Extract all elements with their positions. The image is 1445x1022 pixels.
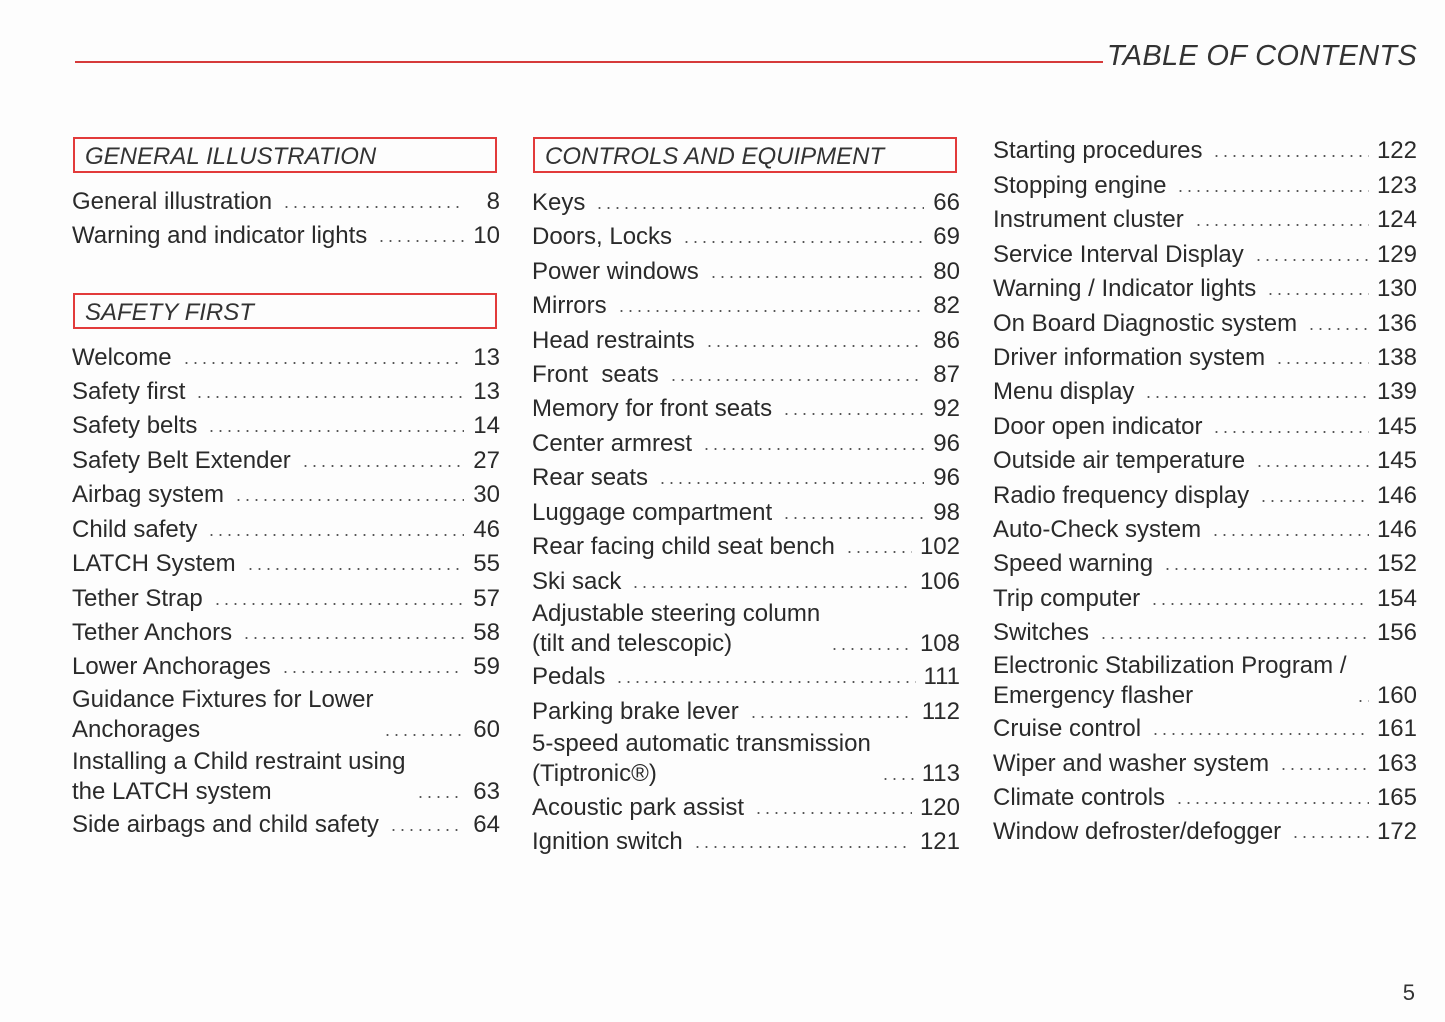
toc-entry[interactable] — [72, 545, 500, 579]
dot-leader — [1259, 500, 1369, 502]
entry-title-line: (tilt and telescopic) — [532, 630, 733, 657]
dot-leader — [595, 207, 924, 209]
toc-entry[interactable] — [993, 545, 1417, 579]
entry-title: Parking brake lever — [532, 698, 739, 725]
dot-leader — [754, 812, 912, 814]
dot-leader — [830, 648, 912, 650]
toc-entry[interactable] — [532, 528, 960, 562]
toc-entry[interactable] — [993, 373, 1417, 407]
entry-title — [532, 599, 820, 659]
entry-page: 27 — [473, 447, 500, 474]
entry-title: Safety first — [72, 378, 186, 405]
entry-title — [993, 651, 1346, 711]
entry-page: 69 — [933, 223, 960, 250]
dot-leader — [682, 241, 924, 243]
toc-entry[interactable] — [993, 132, 1417, 166]
entry-title: Instrument cluster — [993, 206, 1184, 233]
toc-entry[interactable] — [993, 813, 1417, 847]
toc-entry[interactable] — [993, 339, 1417, 373]
entry-title: Memory for front seats — [532, 395, 773, 422]
entry-title: LATCH System — [72, 550, 236, 577]
dot-leader — [617, 310, 924, 312]
entry-page: 145 — [1376, 413, 1417, 440]
entry-page: 122 — [1376, 137, 1417, 164]
entry-title: Stopping engine — [993, 172, 1167, 199]
section-heading-label: CONTROLS AND EQUIPMENT — [545, 143, 885, 170]
toc-entry[interactable] — [532, 253, 960, 287]
entry-title: Center armrest — [532, 430, 693, 457]
entry-title: Ski sack — [532, 568, 622, 595]
entry-page: 64 — [473, 811, 500, 838]
dot-leader — [1291, 836, 1369, 838]
dot-leader — [845, 551, 912, 553]
entry-page: 146 — [1376, 516, 1417, 543]
entry-page: 13 — [473, 344, 500, 371]
toc-entry[interactable] — [72, 745, 500, 807]
entry-page: 106 — [919, 568, 960, 595]
dot-leader — [705, 345, 924, 347]
toc-entry[interactable] — [993, 580, 1417, 614]
toc-entry[interactable] — [993, 305, 1417, 339]
entry-title: Head restraints — [532, 327, 695, 354]
dot-leader — [1255, 465, 1369, 467]
page-header — [75, 40, 1417, 80]
entry-page: 156 — [1376, 619, 1417, 646]
entry-title: Rear seats — [532, 464, 649, 491]
toc-entry[interactable] — [72, 217, 500, 251]
entry-title-line: Adjustable steering column — [532, 600, 821, 627]
toc-entry[interactable] — [993, 201, 1417, 235]
dot-leader — [242, 637, 464, 639]
entry-title: Warning / Indicator lights — [993, 275, 1257, 302]
entry-title: Safety Belt Extender — [72, 447, 291, 474]
entry-title: Doors, Locks — [532, 223, 673, 250]
toc-entry[interactable] — [72, 806, 500, 840]
entry-title: Power windows — [532, 258, 699, 285]
entry-title: Tether Strap — [72, 585, 203, 612]
entry-title: Speed warning — [993, 550, 1154, 577]
toc-entry[interactable] — [72, 614, 500, 648]
toc-entry[interactable] — [993, 477, 1417, 511]
dot-leader — [1151, 733, 1369, 735]
toc-entry[interactable] — [532, 390, 960, 424]
dot-leader — [377, 240, 464, 242]
entry-title: On Board Diagnostic system — [993, 310, 1298, 337]
header-rule — [75, 61, 1103, 63]
entry-title-line: Installing a Child restraint using — [72, 748, 406, 775]
entry-page: 58 — [473, 619, 500, 646]
entry-page: 10 — [473, 222, 500, 249]
entry-page: 136 — [1376, 310, 1417, 337]
toc-entry[interactable] — [993, 270, 1417, 304]
dot-leader — [416, 796, 464, 798]
entry-page: 59 — [473, 653, 500, 680]
dot-leader — [389, 829, 464, 831]
entry-page: 123 — [1376, 172, 1417, 199]
toc-entry[interactable] — [72, 373, 500, 407]
entry-title: Side airbags and child safety — [72, 811, 379, 838]
entry-title: Door open indicator — [993, 413, 1203, 440]
entry-page: 102 — [919, 533, 960, 560]
toc-entry[interactable] — [532, 693, 960, 727]
toc-entry[interactable] — [993, 236, 1417, 270]
dot-leader — [207, 534, 464, 536]
dot-leader — [615, 681, 915, 683]
dot-leader — [1212, 155, 1369, 157]
entry-title: Service Interval Display — [993, 241, 1244, 268]
toc-entry[interactable] — [993, 710, 1417, 744]
toc-entry[interactable] — [993, 442, 1417, 476]
toc-entry[interactable] — [532, 322, 960, 356]
toc-entry[interactable] — [72, 442, 500, 476]
entry-page: 80 — [933, 258, 960, 285]
entry-title: Safety belts — [72, 412, 198, 439]
entry-page: 145 — [1376, 447, 1417, 474]
toc-entry[interactable] — [532, 184, 960, 218]
entry-title-line: Electronic Stabilization Program / — [993, 652, 1347, 679]
page-title: TABLE OF CONTENTS — [1106, 40, 1417, 72]
dot-leader — [1176, 190, 1368, 192]
entry-page: 82 — [933, 292, 960, 319]
entry-page: 138 — [1376, 344, 1417, 371]
toc-entry[interactable] — [993, 511, 1417, 545]
entry-title: Front seats — [532, 361, 659, 388]
entry-title: Radio frequency display — [993, 482, 1250, 509]
entry-title-line: Emergency flasher — [993, 682, 1194, 709]
dot-leader — [1163, 568, 1369, 570]
entry-page: 154 — [1376, 585, 1417, 612]
entry-title: Welcome — [72, 344, 172, 371]
toc-entry[interactable] — [532, 218, 960, 252]
entry-title-line: the LATCH system — [72, 778, 272, 805]
toc-entry[interactable] — [532, 459, 960, 493]
entry-title: Child safety — [72, 516, 198, 543]
dot-leader — [1212, 431, 1368, 433]
dot-leader — [1279, 768, 1369, 770]
entry-page: 124 — [1376, 206, 1417, 233]
entry-title: Lower Anchorages — [72, 653, 271, 680]
entry-page: 172 — [1376, 818, 1417, 845]
entry-page: 161 — [1376, 715, 1417, 742]
entry-title: Starting procedures — [993, 137, 1203, 164]
entry-title: Warning and indicator lights — [72, 222, 368, 249]
dot-leader — [207, 430, 464, 432]
toc-entry[interactable] — [72, 476, 500, 510]
entry-page: 98 — [933, 499, 960, 526]
entry-page: 121 — [919, 828, 960, 855]
dot-leader — [1307, 328, 1369, 330]
entry-page: 8 — [486, 188, 500, 215]
entry-page: 13 — [473, 378, 500, 405]
toc-entry[interactable] — [532, 494, 960, 528]
toc-entry[interactable] — [532, 287, 960, 321]
entry-page: 96 — [933, 430, 960, 457]
entry-page: 55 — [473, 550, 500, 577]
entry-page: 60 — [473, 716, 500, 743]
toc-entry[interactable] — [72, 648, 500, 682]
dot-leader — [749, 716, 914, 718]
dot-leader — [669, 379, 924, 381]
entry-title — [532, 729, 871, 789]
toc-entry[interactable] — [72, 511, 500, 545]
toc-entry[interactable] — [72, 580, 500, 614]
dot-leader — [631, 586, 912, 588]
entry-page: 152 — [1376, 550, 1417, 577]
entry-page: 66 — [933, 189, 960, 216]
entry-page: 63 — [473, 778, 500, 805]
entry-page: 30 — [473, 481, 500, 508]
entry-title: Switches — [993, 619, 1090, 646]
dot-leader — [182, 362, 464, 364]
toc-entry[interactable] — [532, 658, 960, 692]
dot-leader — [782, 413, 924, 415]
toc-entry[interactable] — [993, 745, 1417, 779]
entry-title: Luggage compartment — [532, 499, 773, 526]
section-heading-safety-first — [73, 293, 497, 329]
dot-leader — [709, 276, 924, 278]
entry-title-line: Guidance Fixtures for Lower — [72, 686, 374, 713]
toc-entry[interactable] — [532, 597, 960, 659]
section-heading-label: SAFETY FIRST — [85, 299, 254, 326]
section-heading-general-illustration — [73, 137, 497, 173]
dot-leader — [782, 517, 924, 519]
entry-title-line: (Tiptronic®) — [532, 760, 657, 787]
entry-page: 146 — [1376, 482, 1417, 509]
entry-title: Acoustic park assist — [532, 794, 745, 821]
toc-entry[interactable] — [532, 563, 960, 597]
toc-entry[interactable] — [532, 356, 960, 390]
entry-page: 46 — [473, 516, 500, 543]
entry-title-line: Anchorages — [72, 716, 201, 743]
entry-page: 163 — [1376, 750, 1417, 777]
dot-leader — [1144, 396, 1369, 398]
toc-entry[interactable] — [993, 408, 1417, 442]
dot-leader — [1266, 293, 1369, 295]
entry-page: 139 — [1376, 378, 1417, 405]
dot-leader — [246, 568, 464, 570]
toc-entry[interactable] — [993, 614, 1417, 648]
entry-page: 129 — [1376, 241, 1417, 268]
toc-entry[interactable] — [993, 167, 1417, 201]
dot-leader — [1211, 534, 1369, 536]
entry-page: 14 — [473, 412, 500, 439]
entry-title: Rear facing child seat bench — [532, 533, 835, 560]
entry-page: 120 — [919, 794, 960, 821]
toc-entry[interactable] — [72, 683, 500, 745]
entry-page: 92 — [933, 395, 960, 422]
entry-page: 86 — [933, 327, 960, 354]
toc-entry[interactable] — [993, 649, 1417, 711]
toc-entry[interactable] — [72, 183, 500, 217]
dot-leader — [1150, 603, 1369, 605]
toc-entry[interactable] — [532, 727, 960, 789]
entry-page: 87 — [933, 361, 960, 388]
entry-title-line: 5-speed automatic transmission — [532, 730, 871, 757]
entry-title: Trip computer — [993, 585, 1141, 612]
dot-leader — [1254, 259, 1369, 261]
dot-leader — [1275, 362, 1369, 364]
toc-entry[interactable] — [532, 789, 960, 823]
entry-title: Pedals — [532, 663, 606, 690]
dot-leader — [301, 465, 464, 467]
entry-page: 57 — [473, 585, 500, 612]
dot-leader — [658, 482, 924, 484]
dot-leader — [702, 448, 924, 450]
entry-title: Tether Anchors — [72, 619, 233, 646]
entry-page: 160 — [1376, 682, 1417, 709]
entry-title: Wiper and washer system — [993, 750, 1270, 777]
entry-title: Ignition switch — [532, 828, 683, 855]
entry-title: Window defroster/defogger — [993, 818, 1282, 845]
entry-title: Keys — [532, 189, 586, 216]
dot-leader — [383, 734, 464, 736]
entry-title: Airbag system — [72, 481, 225, 508]
entry-title: Auto-Check system — [993, 516, 1202, 543]
entry-page: 112 — [921, 698, 960, 725]
entry-page: 165 — [1376, 784, 1417, 811]
dot-leader — [213, 603, 464, 605]
dot-leader — [1099, 637, 1369, 639]
toc-entry[interactable] — [532, 823, 960, 857]
dot-leader — [1175, 802, 1369, 804]
dot-leader — [1356, 700, 1368, 702]
dot-leader — [1194, 224, 1369, 226]
section-heading-controls-and-equipment — [533, 137, 957, 173]
entry-title: Outside air temperature — [993, 447, 1246, 474]
toc-entry[interactable] — [72, 339, 500, 373]
entry-page: 113 — [921, 760, 960, 787]
entry-page: 108 — [919, 630, 960, 657]
entry-title: Menu display — [993, 378, 1135, 405]
dot-leader — [195, 396, 464, 398]
toc-entry[interactable] — [72, 407, 500, 441]
toc-entry[interactable] — [993, 779, 1417, 813]
dot-leader — [881, 778, 914, 780]
entry-page: 130 — [1376, 275, 1417, 302]
entry-page: 96 — [933, 464, 960, 491]
entry-title — [72, 747, 406, 807]
entry-title: Driver information system — [993, 344, 1266, 371]
dot-leader — [234, 499, 464, 501]
entry-title: General illustration — [72, 188, 273, 215]
page-number: 5 — [1402, 980, 1415, 1005]
entry-page: 111 — [923, 663, 960, 690]
entry-title — [72, 685, 373, 745]
entry-title: Mirrors — [532, 292, 607, 319]
entry-title: Climate controls — [993, 784, 1166, 811]
section-heading-label: GENERAL ILLUSTRATION — [85, 143, 377, 170]
dot-leader — [282, 206, 464, 208]
entry-title: Cruise control — [993, 715, 1142, 742]
toc-entry[interactable] — [532, 425, 960, 459]
dot-leader — [281, 671, 464, 673]
dot-leader — [693, 846, 912, 848]
